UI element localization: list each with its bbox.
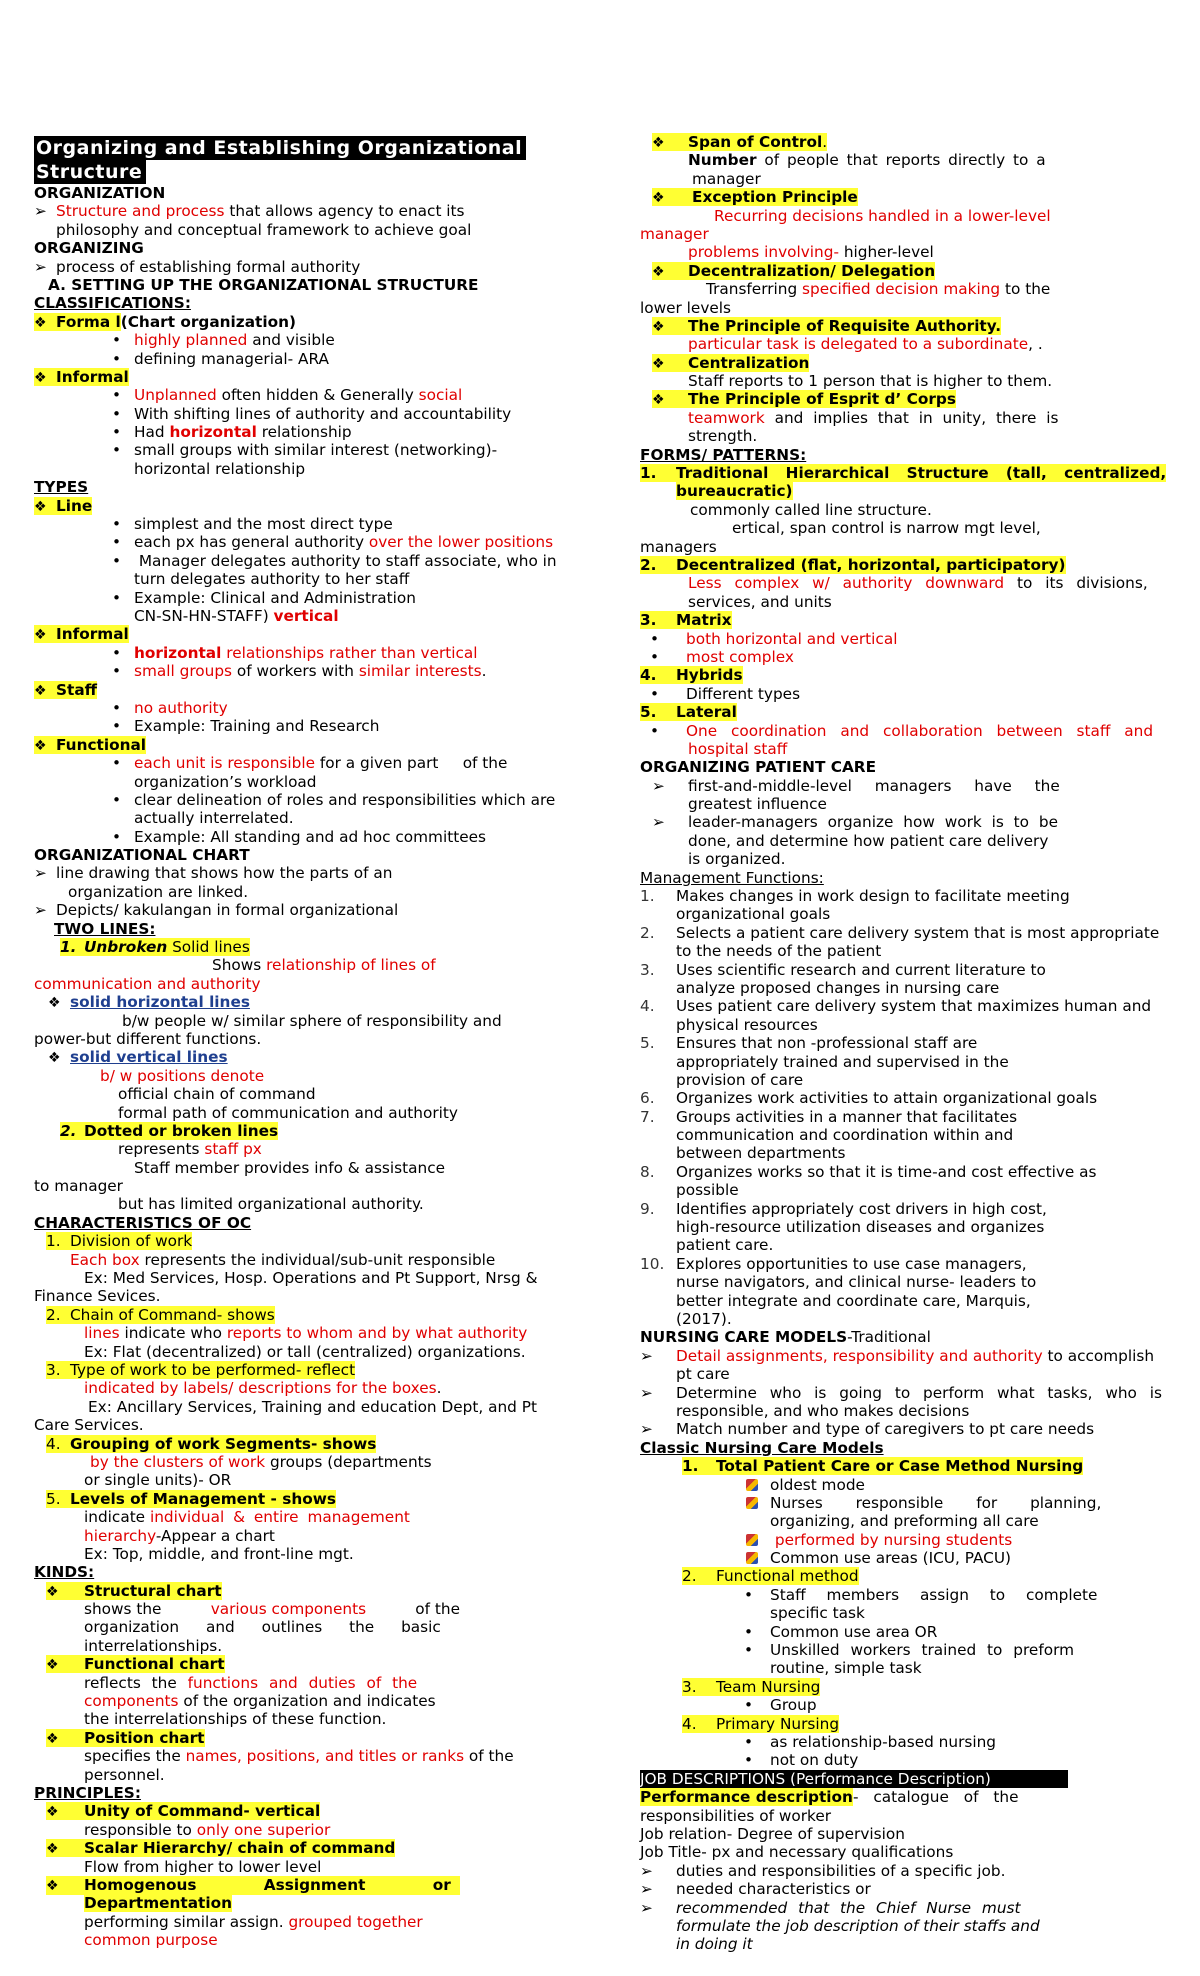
arrow-bullet-icon: ➢	[652, 776, 665, 795]
left-column: Organizing and Establishing Organizational Structure ORGANIZATION ➢ Structure and process that allows agency to enact its philosophy and conceptual framework to achieve goal ORGANIZING ➢ process of establishing formal authority A. SETTING UP THE ORGANIZATIONAL STRUCTURE CLASSIFICATIONS: ❖ Forma l(Chart organization) • highly planned and visible • defining managerial- ARA ❖ Informal • Unplanned often hidden & Generally social • With shifting lines of authority and accountability • Had horizontal relationship • small groups with similar interest (networking)- horizontal relationship TYPES ❖ Line • simplest and the most direct type • each px has general authority over the lower positions • Manager delegates authority to staff associate, who in turn delegates authority to her staff • Example: Clinical and Administration CN-SN-HN-STAFF) vertical ❖ Informal • horizontal relationships rather than vertical • small groups of workers with similar interests. ❖ Staff • no authority • Example: Training and Research ❖ Functional • each unit is responsible for a given part of the organization’s workload • clear delineation of roles and responsibilities which are actually interrelated. • Example: All standing and ad hoc committees ORGANIZATIONAL CHART ➢ line drawing that shows how the parts of an organization are linked. ➢ Depicts/ kakulangan in formal organizational TWO LINES: 1. Unbroken Solid lines Shows relationship of lines of communication and authority ❖ solid horizontal lines b/w people w/ similar sphere of responsibility and power-but different functions. ❖ solid vertical lines b/ w positions denote official chain of command formal path of communication and authority 2. Dotted or broken lines represents staff px Staff member provides info & assistance to manager but has limited organizational authority. CHARACTERISTICS OF OC 1. Division of work Each box represents the individual/sub-unit responsible Ex: Med Services, Hosp. Operations and Pt Support, Nrsg & Finance Sevices. 2. Chain of Command- shows lines indicate who reports to whom and by what authority Ex: Flat (decentralized) or tall (centralized) organizations. 3. Type of work to be performed- reflect indicated by labels/ descriptions for the boxes. Ex: Ancillary Services, Training and education Dept, and Pt Care Services. 4. Grouping of work Segments- shows by the clusters of work groups (departments or single units)- OR 5. Levels of Management - shows indicate individual & entire management hierarchy-Appear a chart Ex: Top, middle, and front-line mgt. KINDS: ❖ Structural chart shows the various components of the organization and outlines the basic interrelationships. ❖ Functional chart reflects the functions and duties of the components of the organization and indicates the interrelationships of these function. ❖ Position chart specifies the names, positions, and titles or ranks of the personnel. PRINCIPLES: ❖ Unity of Command- vertical responsible to only one superior ❖ Scalar Hierarchy/ chain of command Flow from higher to lower level ❖ Homogenous Assignment or Departmentation performing similar assign. grouped together common purpose	[34, 136, 570, 1950]
principles-heading: PRINCIPLES:	[34, 1783, 141, 1802]
diamond-bullet-icon: ❖	[34, 369, 47, 386]
diamond-bullet-icon: ❖	[34, 682, 47, 699]
diamond-bullet-icon: ❖	[34, 314, 47, 331]
management-function-continuation: communication and coordination within and	[676, 1126, 1014, 1145]
organization-item: ➢ Structure and process that allows agency to enact its	[34, 202, 465, 221]
arrow-bullet-icon: ➢	[652, 813, 665, 832]
management-function-continuation: analyze proposed changes in nursing care	[676, 978, 1000, 997]
diamond-bullet-icon: ❖	[46, 1583, 59, 1600]
title-line-2: Structure	[34, 160, 570, 184]
management-function-item: 10. Explores opportunities to use case managers,	[640, 1254, 1027, 1273]
diamond-bullet-icon: ❖	[652, 190, 665, 207]
management-function-continuation: physical resources	[676, 1015, 818, 1034]
management-function-item: 9. Identifies appropriately cost drivers in high cost,	[640, 1199, 1047, 1218]
management-function-continuation: possible	[676, 1181, 739, 1200]
task-bullet-icon	[746, 1497, 758, 1509]
setting-up-heading: A. SETTING UP THE ORGANIZATIONAL STRUCTURE	[48, 275, 479, 294]
management-function-item: 5. Ensures that non -professional staff are	[640, 1034, 978, 1053]
heading-organizing: ORGANIZING	[34, 239, 144, 258]
diamond-bullet-icon: ❖	[34, 737, 47, 754]
management-function-continuation: high-resource utilization diseases and organizes	[676, 1218, 1045, 1237]
diamond-bullet-icon: ❖	[652, 392, 665, 409]
arrow-bullet-icon: ➢	[34, 202, 47, 221]
classic-models-heading: Classic Nursing Care Models	[640, 1438, 884, 1457]
diamond-bullet-icon: ❖	[652, 318, 665, 335]
diamond-bullet-icon: ❖	[652, 263, 665, 280]
management-function-item: 3. Uses scientific research and current literature to	[640, 960, 1046, 979]
diamond-bullet-icon: ❖	[48, 995, 61, 1012]
diamond-bullet-icon: ❖	[652, 135, 665, 151]
org-chart-heading: ORGANIZATIONAL CHART	[34, 846, 250, 865]
two-lines-heading: TWO LINES:	[54, 919, 156, 938]
management-functions-list	[640, 887, 1176, 1328]
management-function-continuation: (2017).	[676, 1310, 732, 1328]
diamond-bullet-icon: ❖	[34, 627, 47, 644]
arrow-bullet-icon: ➢	[34, 257, 47, 276]
management-function-item: 7. Groups activities in a manner that facilitates	[640, 1107, 1018, 1126]
arrow-bullet-icon: ➢	[640, 1383, 653, 1402]
task-bullet-icon	[746, 1534, 758, 1546]
management-function-continuation: organizational goals	[676, 905, 831, 924]
diamond-bullet-icon: ❖	[48, 1050, 61, 1067]
management-function-continuation: better integrate and coordinate care, Marquis,	[676, 1291, 1031, 1310]
task-bullet-icon	[746, 1479, 758, 1491]
management-function-item: 6. Organizes work activities to attain organizational goals	[640, 1089, 1098, 1108]
job-descriptions-bar: JOB DESCRIPTIONS (Performance Description)	[640, 1770, 1068, 1788]
management-function-item: 4. Uses patient care delivery system that maximizes human and	[640, 997, 1152, 1016]
management-function-continuation: between departments	[676, 1144, 846, 1163]
management-function-item: 8. Organizes works so that it is time-and cost effective as	[640, 1162, 1097, 1181]
types-heading: TYPES	[34, 478, 89, 497]
organizing-patient-care-heading: ORGANIZING PATIENT CARE	[640, 758, 877, 777]
task-bullet-icon	[746, 1552, 758, 1564]
diamond-bullet-icon: ❖	[46, 1877, 59, 1894]
diamond-bullet-icon: ❖	[46, 1804, 59, 1821]
arrow-bullet-icon: ➢	[640, 1898, 653, 1917]
management-function-item: 2. Selects a patient care delivery system that is most appropriate	[640, 923, 1160, 942]
diamond-bullet-icon: ❖	[34, 498, 47, 515]
right-column: ❖ Span of Control. Number of people that reports directly to a manager ❖ Exception Principle Recurring decisions handled in a lower-level manager problems involving- higher-level ❖ Decentralization/ Delegation Transferring specified decision making to the lower levels ❖ The Principle of Requisite Authority. particular task is delegated to a subordinate, . ❖ Centralization Staff reports to 1 person that is higher to them. ❖ The Principle of Esprit d’ Corps teamwork and implies that in unity, there is strength. FORMS/ PATTERNS: 1. Traditional Hierarchical Structure (tall, centralized, bureaucratic) commonly called line structure. ertical, span control is narrow mgt level, managers 2. Decentralized (flat, horizontal, participatory) Less complex w/ authority downward to its divisions, services, and units 3. Matrix • both horizontal and vertical • most complex 4. Hybrids • Different types 5. Lateral • One coordination and collaboration between staff and hospital staff ORGANIZING PATIENT CARE ➢ first-and-middle-level managers have the greatest influence ➢ leader-managers organize how work is to be done, and determine how patient care delivery is organized. Management Functions: 1. Makes changes in work design to facilitate meeting organizational goals 2. Selects a patient care delivery system that is most appropriate to the needs of the patient 3. Uses scientific research and current literature to analyze proposed changes in nursing care 4. Uses patient care delivery system that maximizes human and physical resources 5. Ensures that non -professional staff are appropriately trained and supervised in the provision of care 6. Organizes work activities to attain organizational goals 7. Groups activities in a manner that facilitates communication and coordination within and between departments 8. Organizes works so that it is time-and cost effective as possible 9. Identifies appropriately cost drivers in high cost, high-resource utilization diseases and organizes patient care. 10. Explores opportunities to use case managers, nurse navigators, and clinical nurse- leaders to better integrate and coordinate care, Marquis, (2017). NURSING CARE MODELS-Traditional ➢ Detail assignments, responsibility and authority to accomplish pt care ➢ Determine who is going to perform what tasks, who is responsible, and who makes decisions ➢ Match number and type of caregivers to pt care needs Classic Nursing Care Models 1. Total Patient Care or Case Method Nursing oldest mode Nurses responsible for planning, organizing, and preforming all care performed by nursing students Common use areas (ICU, PACU) 2. Functional method • Staff members assign to complete specific task • Common use area OR • Unskilled workers trained to preform routine, simple task 3. Team Nursing • Group 4. Primary Nursing • as relationship-based nursing • not on duty JOB DESCRIPTIONS (Performance Description) Performance description- catalogue of the responsibilities of worker Job relation- Degree of supervision Job Title- px and necessary qualifications ➢ duties and responsibilities of a specific job. ➢ needed characteristics or ➢ recommended that the Chief Nurse must formulate the job description of their staffs and in doing it	[640, 133, 1176, 1954]
management-function-continuation: appropriately trained and supervised in the	[676, 1052, 1009, 1071]
diamond-bullet-icon: ❖	[46, 1730, 59, 1747]
management-function-continuation: patient care.	[676, 1236, 774, 1255]
arrow-bullet-icon: ➢	[34, 901, 47, 920]
characteristics-heading: CHARACTERISTICS OF OC	[34, 1213, 252, 1232]
title-line-1: Organizing and Establishing Organizational	[34, 136, 570, 160]
diamond-bullet-icon: ❖	[46, 1841, 59, 1858]
kinds-heading: KINDS:	[34, 1563, 95, 1582]
classifications-heading: CLASSIFICATIONS:	[34, 294, 191, 313]
arrow-bullet-icon: ➢	[640, 1861, 653, 1880]
diamond-bullet-icon: ❖	[46, 1657, 59, 1674]
forms-heading: FORMS/ PATTERNS:	[640, 445, 807, 464]
management-function-continuation: provision of care	[676, 1070, 804, 1089]
arrow-bullet-icon: ➢	[640, 1880, 653, 1899]
arrow-bullet-icon: ➢	[640, 1346, 653, 1365]
arrow-bullet-icon: ➢	[34, 864, 47, 883]
management-functions-heading: Management Functions:	[640, 868, 824, 887]
management-function-continuation: nurse navigators, and clinical nurse- leaders to	[676, 1273, 1037, 1292]
heading-organization: ORGANIZATION	[34, 184, 166, 202]
arrow-bullet-icon: ➢	[640, 1420, 653, 1439]
management-function-item: 1. Makes changes in work design to facilitate meeting	[640, 887, 1070, 906]
management-function-continuation: to the needs of the patient	[676, 942, 882, 961]
diamond-bullet-icon: ❖	[652, 355, 665, 372]
